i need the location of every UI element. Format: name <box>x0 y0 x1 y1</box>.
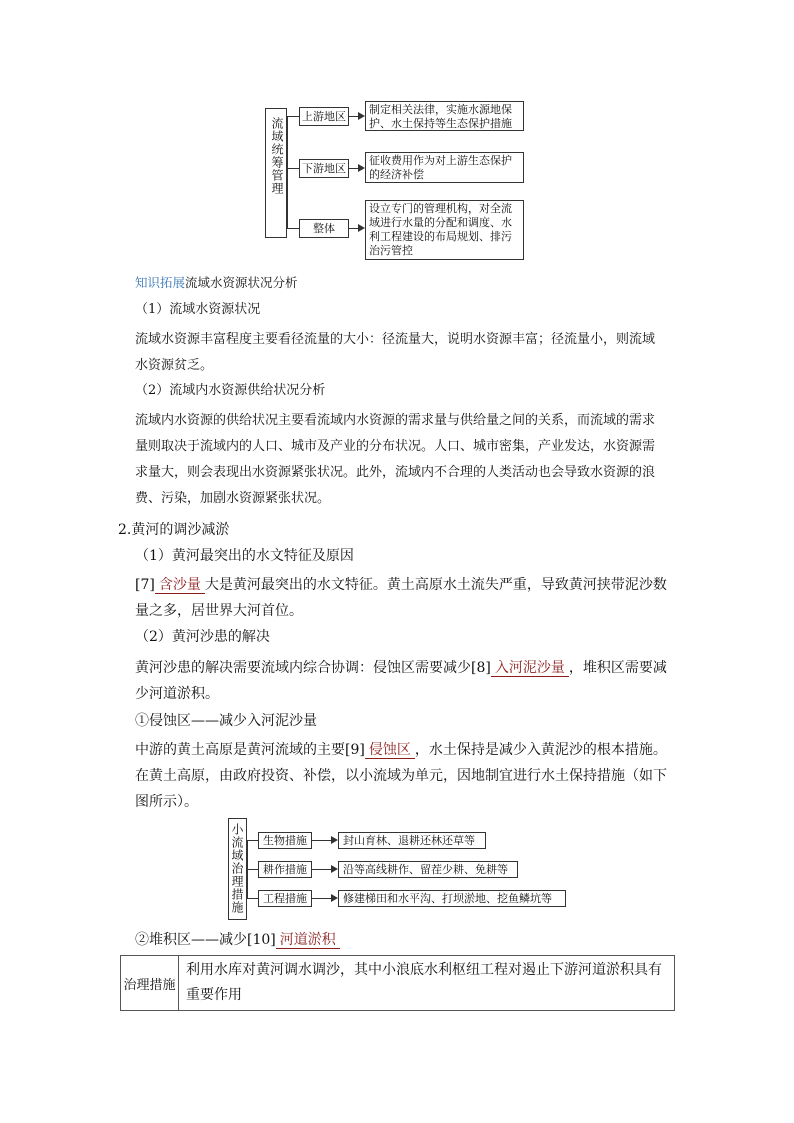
section2-para2: 黄河沙患的解决需要流域内综合协调：侵蚀区需要减少[8] 入河泥沙量 ，堆积区需要减少河道淤积。 <box>135 660 667 702</box>
diagram1-label-upstream: 上游地区 <box>299 107 349 126</box>
knowledge-s1-head: （1）流域水资源状况 <box>135 302 261 317</box>
blank-9: 侵蚀区 <box>365 742 415 759</box>
diagram2-label-engineering: 工程措施 <box>258 890 312 907</box>
table-text-cell: 利用水库对黄河调水调沙，其中小浪底水利枢纽工程对遏止下游河道淤积具有重要作用 <box>186 962 662 1003</box>
knowledge-s2-body: 流域内水资源的供给状况主要看流域内水资源的需求量与供给量之间的关系，而流域的需求量则取决于流域内的人口、城市及产业的分布状况。人口、城市密集，产业发达，水资源需求量大，则会表现出水资源紧张状况。此外，流域内不合理的人类活动也会导致水资源的浪费、污染，加剧水资源紧张状况。 <box>135 413 656 506</box>
section2-sub1: （1）黄河最突出的水文特征及原因 <box>135 548 354 564</box>
diagram1-desc-whole: 设立专门的管理机构，对全流域进行水量的分配和调度、水利工程建设的布局规划、排污治污管控 <box>365 200 524 260</box>
section2-heading: 2.黄河的调沙减淤 <box>118 522 230 538</box>
section2-item1: ①侵蚀区——减少入河泥沙量 <box>135 713 317 729</box>
diagram2-desc-engineering: 修建梯田和水平沟、打坝淤地、挖鱼鳞坑等 <box>338 890 566 907</box>
diagram1-root: 流域统筹管理 <box>265 108 287 238</box>
blank-8: 入河泥沙量 <box>491 660 569 677</box>
knowledge-s2-head: （2）流域内水资源供给状况分析 <box>135 383 326 398</box>
diagram1-label-downstream: 下游地区 <box>299 159 349 178</box>
diagram1-desc-upstream: 制定相关法律，实施水源地保护、水土保持等生态保护措施 <box>365 101 524 131</box>
blank-7: 含沙量 <box>155 577 205 594</box>
knowledge-heading <box>135 273 298 291</box>
section2-sub2: （2）黄河沙患的解决 <box>135 629 270 645</box>
table-label-cell: 治理措施 <box>121 956 179 1010</box>
diagram2-root: 小流域治理措施 <box>228 818 247 920</box>
measures-table <box>120 955 675 1011</box>
knowledge-tag: 知识拓展 <box>135 275 186 290</box>
blank-10: 河道淤积 <box>276 932 340 949</box>
diagram1-label-whole: 整体 <box>299 219 349 238</box>
section2-para1: [7] 含沙量 大是黄河最突出的水文特征。黄土高原水土流失严重，导致黄河挟带泥沙数量之多，居世界大河首位。 <box>135 577 667 619</box>
knowledge-s1-body: 流域水资源丰富程度主要看径流量的大小：径流量大，说明水资源丰富；径流量小，则流域水资源贫乏。 <box>135 332 656 373</box>
diagram2-label-farming: 耕作措施 <box>258 861 312 878</box>
section2-item2: ②堆积区——减少[10] 河道淤积 <box>135 929 340 951</box>
section2-para3: 中游的黄土高原是黄河流域的主要[9] 侵蚀区 ，水土保持是减少入黄泥沙的根本措施。在黄土高原，由政府投资、补偿，以小流域为单元，因地制宜进行水土保持措施（如下图所示）。 <box>135 742 667 810</box>
diagram2-desc-bio: 封山育林、退耕还林还草等 <box>338 832 486 849</box>
diagram2-label-bio: 生物措施 <box>258 832 312 849</box>
knowledge-title: 流域水资源状况分析 <box>185 275 298 290</box>
diagram1-desc-downstream: 征收费用作为对上游生态保护的经济补偿 <box>365 152 524 183</box>
diagram2-desc-farming: 沿等高线耕作、留茬少耕、免耕等 <box>338 861 518 878</box>
